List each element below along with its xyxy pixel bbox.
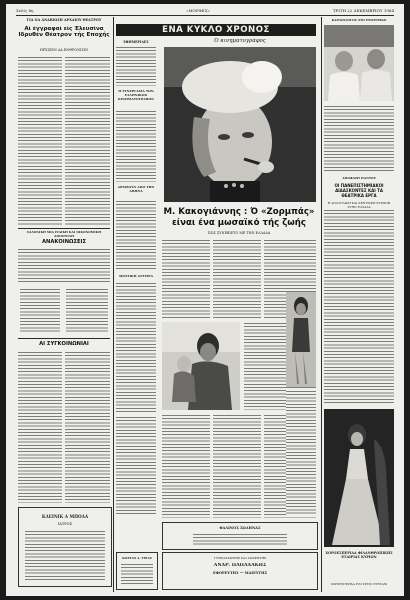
side-text-3 <box>116 200 156 270</box>
ad-box-3 <box>162 552 318 590</box>
ad-box-3-line2: ΑΝΔΡ. ΠΑΠΑΔΑΚΗΣ <box>213 563 267 568</box>
article-col6 <box>213 414 261 518</box>
left-notice-title: ΣΑΛΟΝΙΚΗ ΜΙΑ ΕΙΔΙΚΗ ΚΑΙ ΟΙΚΟΝΟΜΙΚΗ ΑΠΟΣΤΟΛΗ <box>26 230 102 238</box>
couple-photo <box>162 322 240 410</box>
woman-photo <box>286 292 316 387</box>
right-bottom-caption: ΧΟΡΟΕΣΠΕΡΙΔΑ ΣΤΟ ΧΡΥΣΟ ΣΤΕΦΑΝΙ <box>330 582 388 586</box>
ad-box-2-title: ΚΟΣΤΑΣ Α. ΤΡΙΑΣ <box>122 556 152 560</box>
doctors-image <box>324 25 394 101</box>
ad-box-2 <box>116 552 158 590</box>
left-subhead: ΗΡΧΙΣΕΝ ΔΑ ΕΝΘΡΟΝΙΣΙΝ <box>39 48 89 52</box>
section-banner: ΕΝΑ ΚΥΚΛΟ ΧΡΟΝΟΣ <box>116 24 316 36</box>
doctors-photo <box>324 25 394 101</box>
ad-box-3-line3: ΕΦΟΡΕΥΤΗΣ — ΜΑΙΕΥΤΗΣ <box>212 571 268 575</box>
side-heading-2: Η ΣΥΝΕΡΓΑΣΙΑ ΤΩΝ ΕΛΛΗΝΙΚΩΝ ΚΙΝΗΜΑΤΟΓΡΑΦΩΝ <box>118 89 154 101</box>
announcements-heading: ΑΝΑΚΟΙΝΩΣΕΙΣ <box>41 239 87 245</box>
paper-name: «ΜΟΡΦΕΣ» <box>186 8 210 13</box>
side-text-2 <box>116 110 156 182</box>
left-article-col2 <box>65 56 110 226</box>
ad-box-3-line1: ΓΥΜΝΑΣΙΑΡΧΗΣ ΚΑΙ ΔΙΟΙΚΗΤΗΣ <box>213 556 267 560</box>
couple-image <box>162 322 240 410</box>
table-col-b <box>66 288 108 334</box>
article-col5 <box>162 414 210 518</box>
left-ad-line2: ΙΑΤΡΟΣ <box>57 522 73 526</box>
main-headline-1: Μ. Κακογιάννης : Ό «Ζορμπάς» <box>163 207 315 217</box>
main-headline-2: είναι ένα μωσαϊκό τής ζωής <box>172 218 306 228</box>
page-number: Σελίς 6η <box>16 8 34 13</box>
main-subhead: ΠΩΣ ΣΥΝΕΒΙΕΤΟ ΜΕ ΤΗΝ ΕΛΛΑΔΑ <box>207 231 271 235</box>
left-ad-text <box>25 530 105 580</box>
page-header <box>16 6 394 14</box>
side-heading-4: ΜΟΥΣΙΚΗ ΑΣΤΕΡΙΑ <box>118 274 154 278</box>
newspaper-page <box>6 4 404 596</box>
side-text-1 <box>116 46 156 86</box>
right-section-kicker: ΑΠΟΦΑΣΗ ΠΑΝΤΟΣ <box>342 176 376 180</box>
article-col1 <box>162 239 210 319</box>
article-col2 <box>213 239 261 319</box>
ballgown-image <box>324 409 394 547</box>
right-narrow-text <box>286 390 316 516</box>
side-heading-1: ΕΦΗΜΕΡΙΔΕΣ <box>123 40 149 44</box>
right-top-kicker: ΚΑΡΔΙΟΛΟΓΟΣ ΣΤΟ ΕΞΩΤΕΡΙΚΟ <box>331 18 387 22</box>
transport-heading: ΑΙ ΣΥΓΚΟΙΝΩΝΙΑΙ <box>39 341 89 347</box>
top-photo-title: Ό κινηματογράφος <box>214 38 266 44</box>
ball-photo <box>324 409 394 547</box>
ad-box-2-text <box>121 563 153 585</box>
left-article-col1 <box>18 56 62 226</box>
woman-image <box>286 292 316 387</box>
side-heading-3: ΑΡΧΙΖΟΥΝ ΑΠΟ ΤΗΝ ΑΘΗΝΑ <box>117 185 155 193</box>
right-headline: ΟΙ ΠΑΝΕΠΙΣΤΗΜΙΑΚΟΙ ΔΙΔΑΣΚΟΝΤΕΣ ΚΑΙ ΤΑ ΘΕΑΤΡΙΚΑ ΕΡΓΑ <box>334 183 384 198</box>
left-headline: Αί έγγραφαί είς Έλευσίνα Ιδρυθέν Θέατρον τής Εποχής <box>18 26 110 39</box>
ad-box-1 <box>162 522 318 550</box>
transport-col2 <box>65 351 110 503</box>
table-col-a <box>20 288 60 334</box>
right-article-1 <box>324 105 394 171</box>
actress-portrait-image <box>164 47 316 202</box>
ad-box-1-text <box>193 533 287 546</box>
right-column-kicker: Η ΑΝΑΤΟΛΙΚΗ ΚΑΙ ΚΕΝΤΡΙΚΗ ΕΥΡΩΠΗ ΣΤΗΝ ΕΛΛΑΔΑ <box>327 201 391 209</box>
announcements-text <box>18 248 110 284</box>
left-ad-box <box>18 507 112 587</box>
left-ad-line1: ΚΛΕΙΝΙΚ Α ΜΠΟΛΑ <box>41 514 89 519</box>
issue-date: ΤΡΙΤΗ 22 ΔΕΚΕΜΒΡΙΟΥ 1964 <box>332 8 394 13</box>
side-text-4 <box>116 282 156 412</box>
left-kicker: ΓΙΑ ΝΑ ΑΝΑΒΙΩΣΗ ΑΡΧΑΙΟΥ ΘΕΑΤΡΟΥ <box>26 18 102 22</box>
actress-photo <box>164 47 316 202</box>
right-bottom-headline: ΧΟΡΟΕΣΠΕΡΙΔΑ ΦΙΛΑΝΘΡΩΠΙΚΗΣ ΕΤΑΙΡΙΑΣ ΚΥΡΙΩΝ <box>325 551 393 560</box>
right-article-2 <box>324 209 394 405</box>
ad-box-1-title: ΦΑΛΙΝΟΣ ΣΩΛΗΝΑΣ <box>219 526 261 530</box>
side-text-5 <box>116 416 156 516</box>
transport-col1 <box>18 351 62 503</box>
